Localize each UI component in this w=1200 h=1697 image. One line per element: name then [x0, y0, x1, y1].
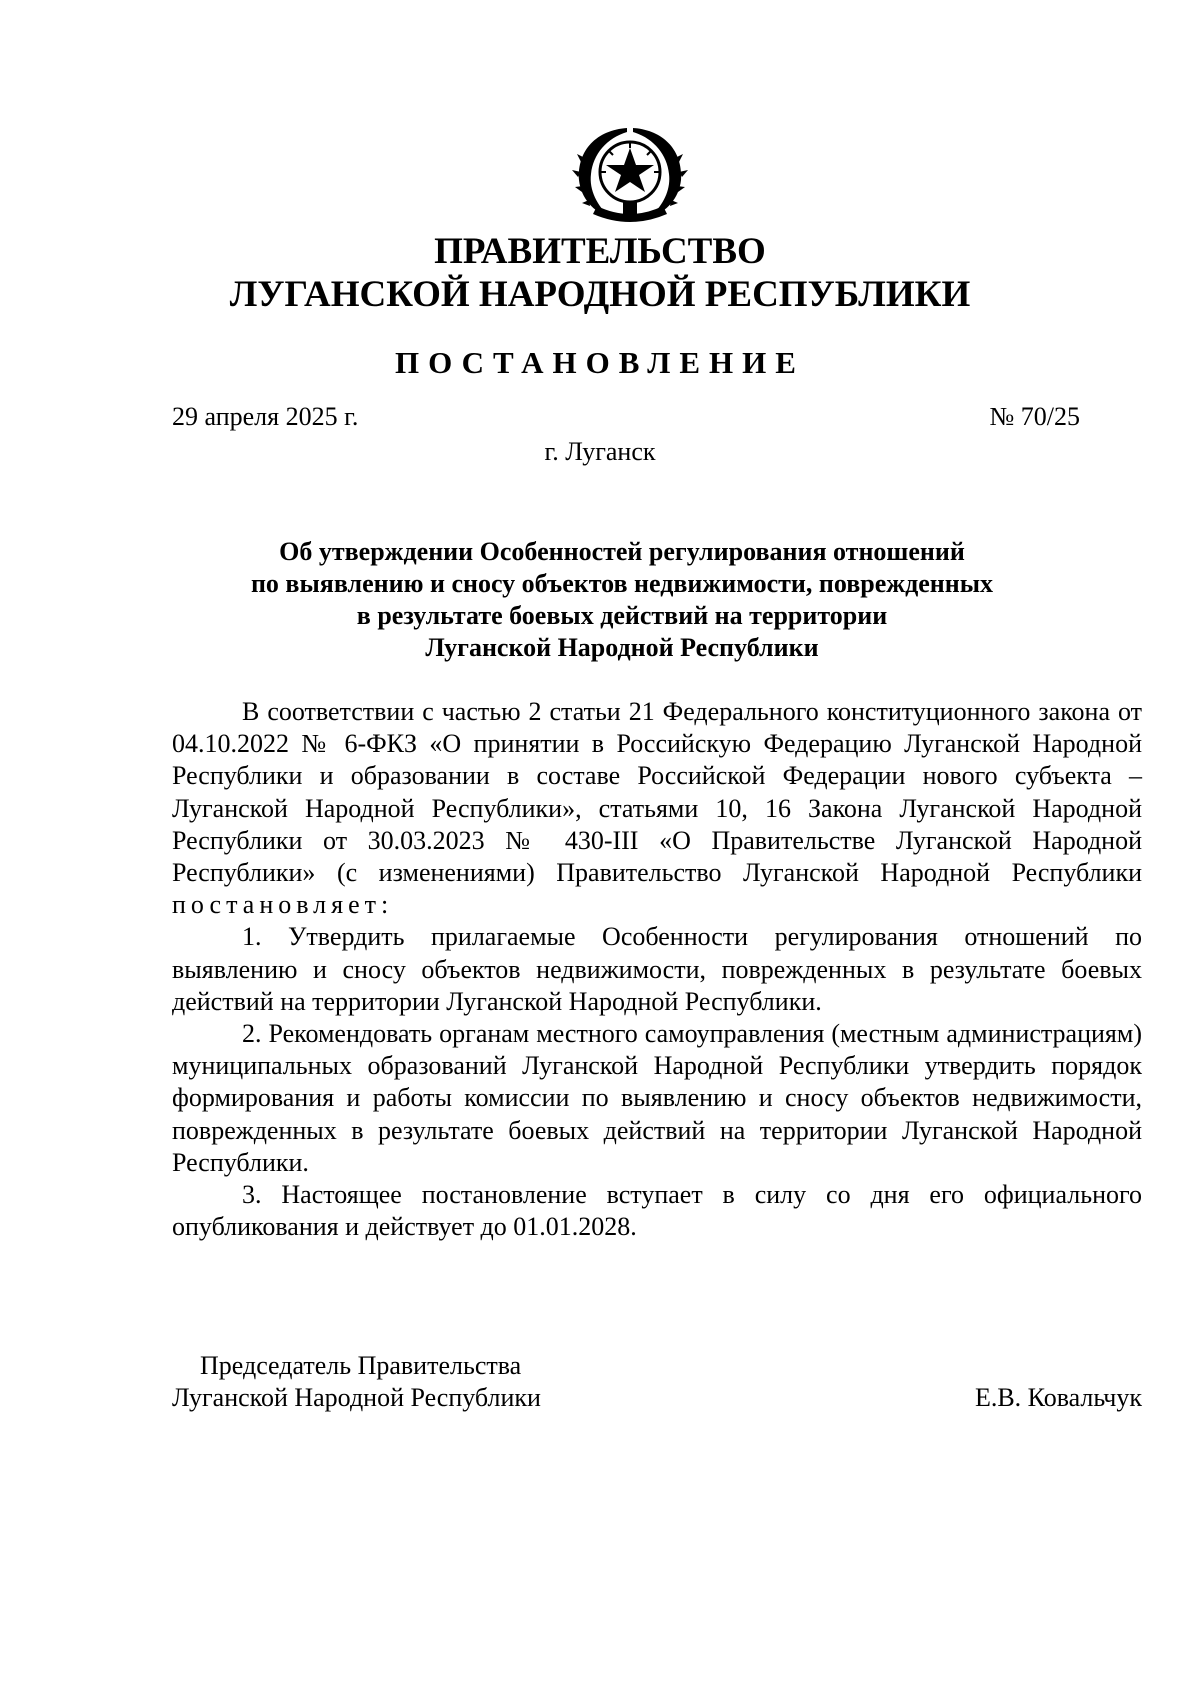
decree-word: постановляет [172, 890, 382, 920]
item-paragraph: 3. Настоящее постановление вступает в силу со дня его официального опубликования и действует до 01.01.2028. [172, 1180, 1142, 1242]
subject-line: по выявлению и сносу объектов недвижимости, поврежденных [250, 569, 994, 598]
document-subject [172, 536, 1072, 664]
government-title-line2: ЛУГАНСКОЙ НАРОДНОЙ РЕСПУБЛИКИ [229, 274, 971, 315]
document-type-heading: ПОСТАНОВЛЕНИЕ [395, 345, 805, 380]
document-city: г. Луганск [544, 437, 656, 466]
document-number: № 70/25 [989, 402, 1080, 431]
item-paragraph: 1. Утвердить прилагаемые Особенности регулирования отношений по выявлению и сносу объектов недвижимости, поврежденных в результате боевых действий на территории Луганской Народной Республики. [172, 922, 1142, 1016]
preamble-paragraph: В соответствии с частью 2 статьи 21 Федерального конституционного закона от 04.10.2022 № 6-ФКЗ «О принятии в Российскую Федерацию Луганской Народной Республики и образовании в составе Российской Федерации нового субъекта – Луганской Народной Республики», статьями 10, 16 Закона Луганской Народной Республики от 30.03.2023 № 430-III «О Правительстве Луганской Народной Республики» (с изменениями) Правительство Луганской Народной Республики постановляет: [172, 697, 1142, 920]
coat-of-arms-icon [567, 118, 693, 226]
subject-line: Луганской Народной Республики [425, 633, 819, 662]
subject-line: в результате боевых действий на территории [356, 601, 888, 630]
government-title-line1: ПРАВИТЕЛЬСТВО [434, 231, 766, 272]
subject-line: Об утверждении Особенностей регулирования отношений [279, 537, 965, 566]
signatory-position-line2: Луганской Народной Республики [172, 1383, 541, 1412]
preamble-text: В соответствии с частью 2 статьи 21 Федерального конституционного закона от 04.10.2022 № 6-ФКЗ «О принятии в Российскую Федерацию Луганской Народной Республики и образовании в составе Российской Федерации нового субъекта – Луганской Народной Республики», статьями 10, 16 Закона Луганской Народной Республики от 30.03.2023 № 430-III «О Правительстве Луганской Народной Республики» (с изменениями) Правительство Луганской Народной Республики [172, 697, 1142, 888]
document-body [172, 696, 1142, 1243]
item-paragraph: 2. Рекомендовать органам местного самоуправления (местным администрациям) муниципальных образований Луганской Народной Республики утвердить порядок формирования и работы комиссии по выявлению и сносу объектов недвижимости, поврежденных в результате боевых действий на территории Луганской Народной Республики. [172, 1019, 1142, 1177]
signatory-name: Е.В. Ковальчук [974, 1383, 1142, 1412]
document-date: 29 апреля 2025 г. [172, 402, 359, 431]
signatory-position-line1: Председатель Правительства [200, 1351, 522, 1380]
